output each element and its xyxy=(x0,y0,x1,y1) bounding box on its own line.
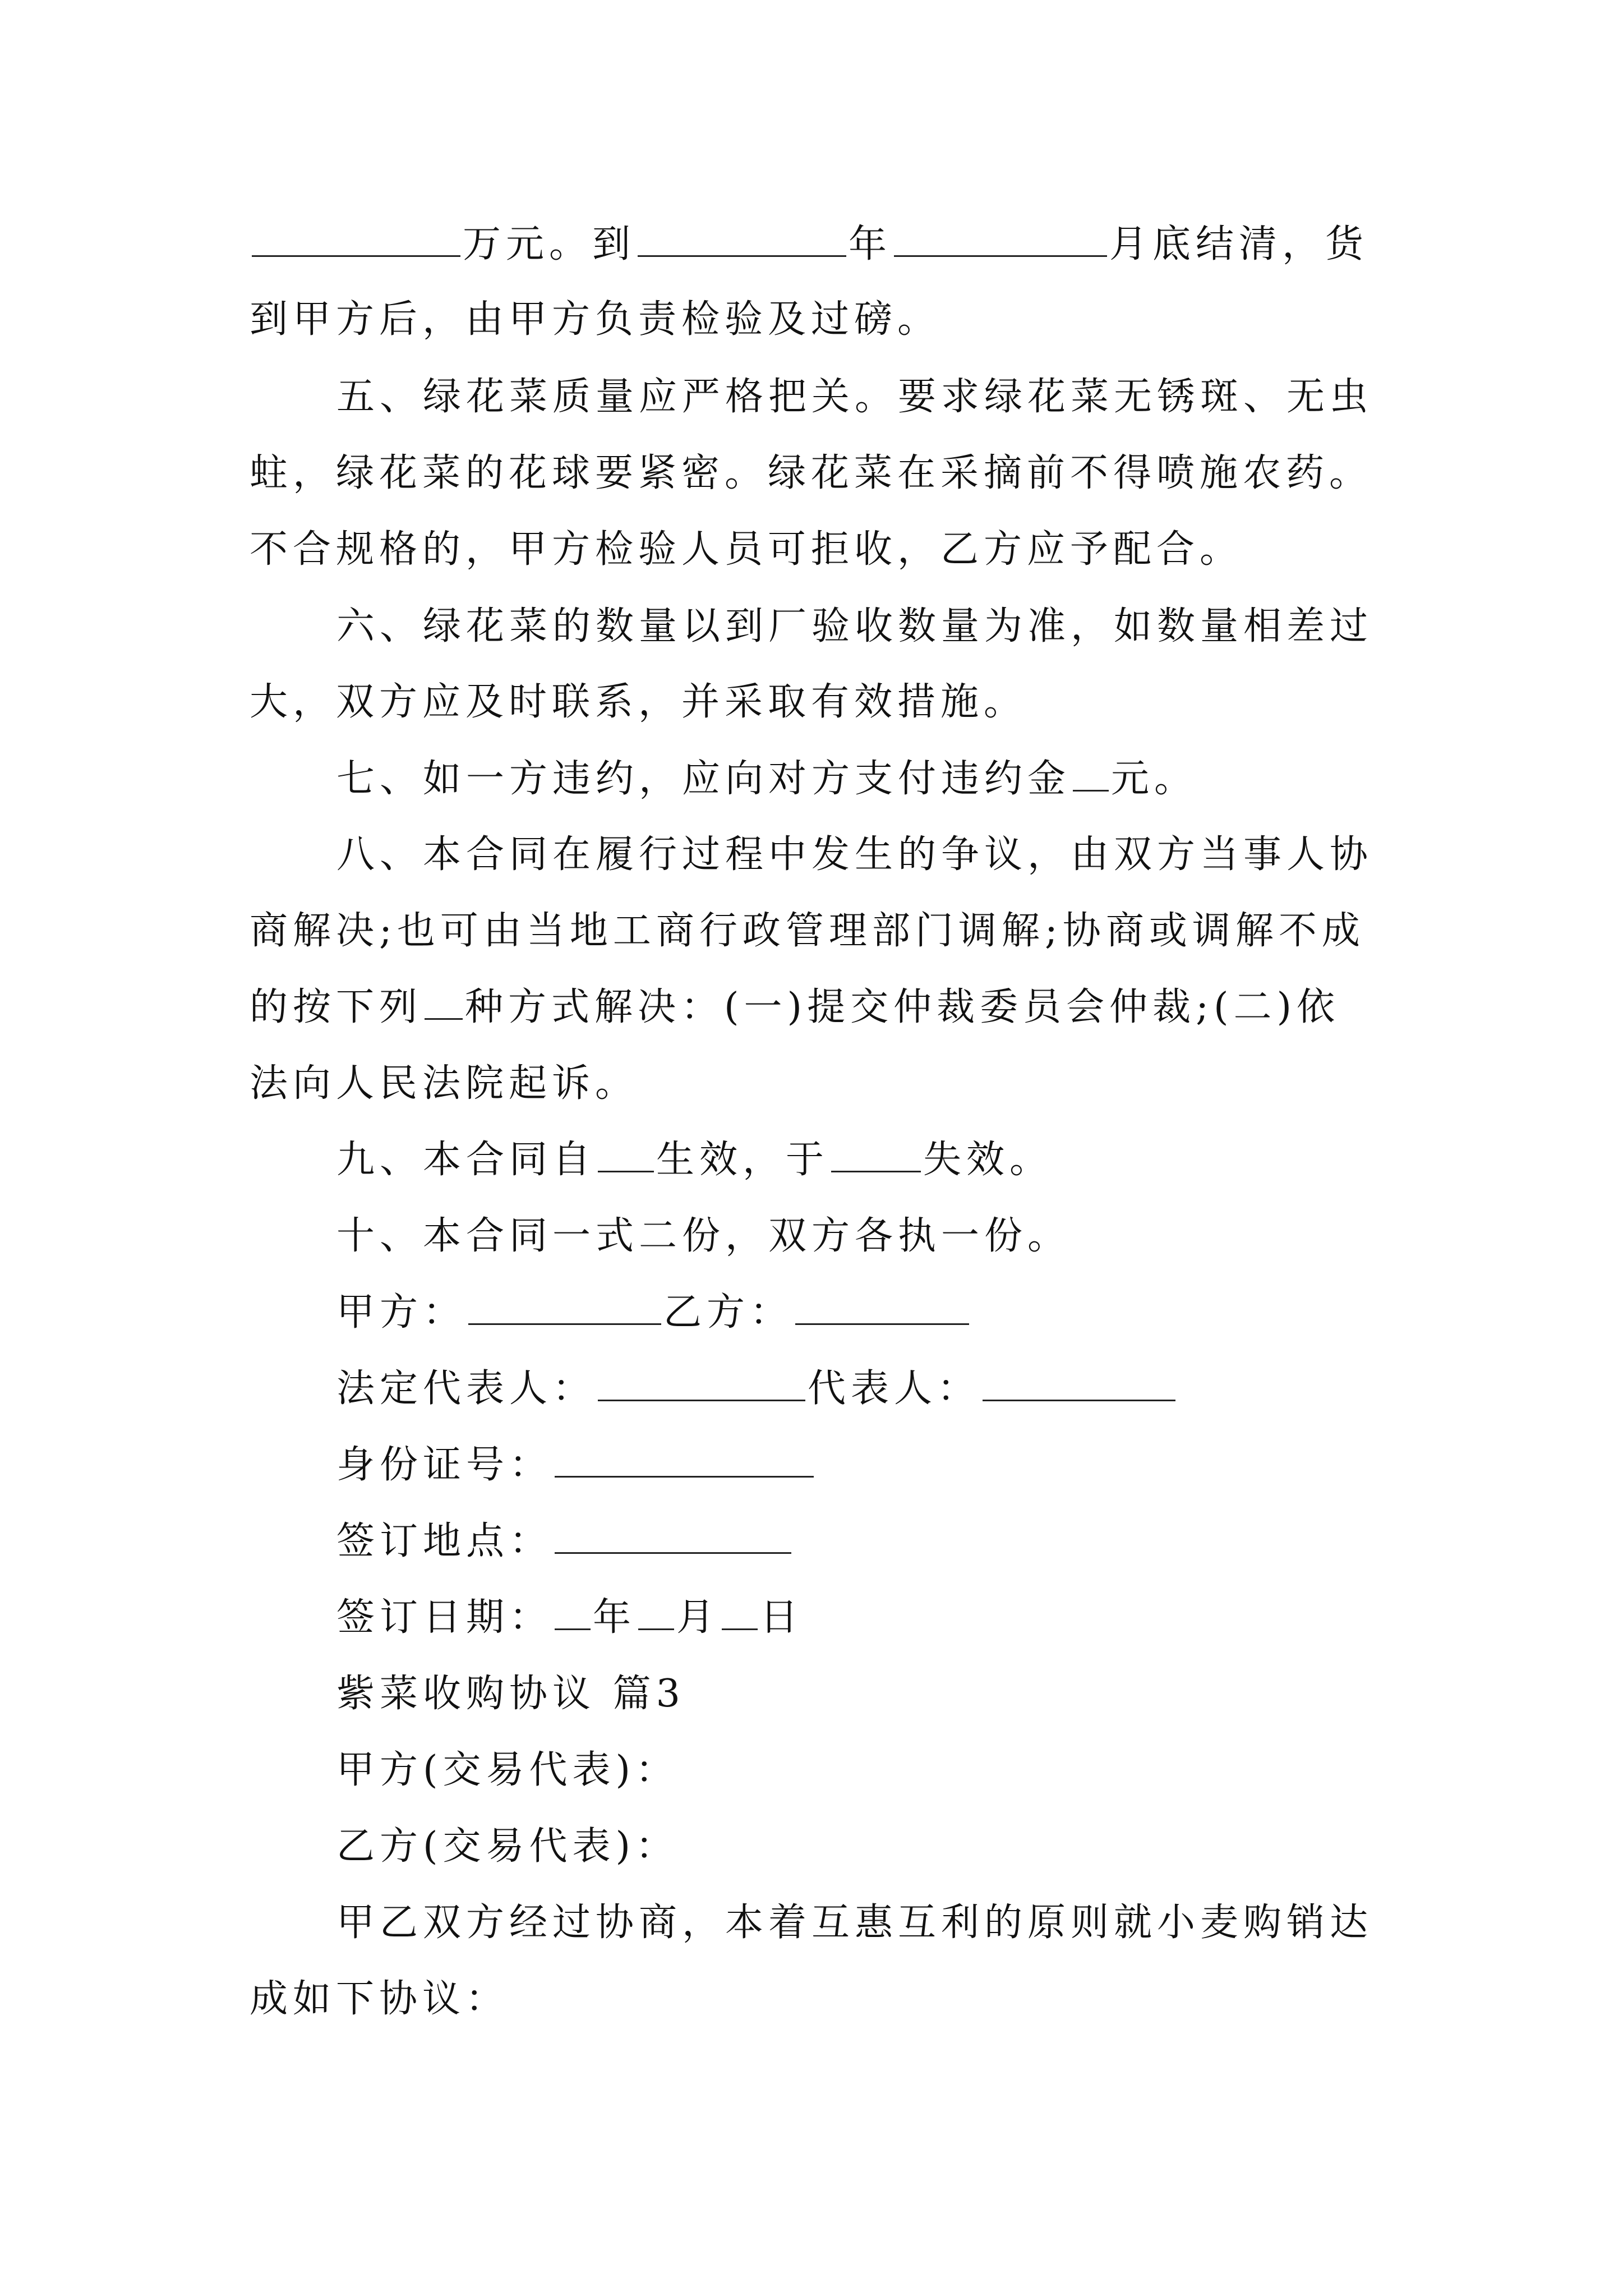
text-line xyxy=(250,222,1368,267)
section-heading: 紫菜收购协议 篇3 xyxy=(336,1672,685,1716)
representatives-line xyxy=(336,1366,1178,1411)
signing-date-line xyxy=(336,1595,803,1640)
signature-parties-line xyxy=(336,1290,971,1335)
text-segment: 失效。 xyxy=(923,1138,1053,1182)
clause-six-line: 六、绿花菜的数量以到厂验收数量为准，如数量相差过 xyxy=(336,604,1373,648)
text-segment: 种方式解决：(一)提交仲裁委员会仲裁;(二)依 xyxy=(465,985,1340,1029)
text-segment: 年 xyxy=(849,222,892,266)
signing-place-label: 签订地点： xyxy=(336,1519,553,1563)
text-segment: 生效，于 xyxy=(656,1138,829,1182)
blank-legal-rep xyxy=(598,1368,805,1401)
blank-expiry xyxy=(831,1139,921,1172)
text-segment: 月 xyxy=(676,1595,720,1640)
blank-date-day xyxy=(722,1597,758,1630)
blank-penalty xyxy=(1073,758,1109,792)
text-segment: 九、本合同自 xyxy=(336,1138,596,1182)
blank-amount xyxy=(252,224,460,257)
blank-id-number xyxy=(555,1444,814,1478)
clause-ten-line: 十、本合同一式二份，双方各执一份。 xyxy=(336,1214,1071,1258)
text-segment: 元。 xyxy=(1111,757,1198,801)
text-segment: 七、如一方违约，应向对方支付违约金 xyxy=(336,757,1071,801)
party-b-trade-rep: 乙方(交易代表)： xyxy=(336,1824,679,1869)
blank-year xyxy=(638,224,846,257)
blank-month xyxy=(894,224,1107,257)
text-segment: 万元。到 xyxy=(463,222,636,266)
clause-seven-line xyxy=(336,757,1197,802)
clause-five-line: 五、绿花菜质量应严格把关。要求绿花菜无锈斑、无虫 xyxy=(336,375,1373,419)
text-segment: 年 xyxy=(593,1595,637,1640)
agreement-intro-line: 甲乙双方经过协商，本着互惠互利的原则就小麦购销达 xyxy=(336,1901,1373,1945)
party-a-trade-rep: 甲方(交易代表)： xyxy=(336,1748,679,1792)
clause-eight-line: 八、本合同在履行过程中发生的争议，由双方当事人协 xyxy=(336,832,1373,877)
clause-nine-line xyxy=(336,1138,1053,1182)
id-number-label: 身份证号： xyxy=(336,1443,553,1487)
legal-rep-label: 法定代表人： xyxy=(336,1366,596,1411)
party-a-label: 甲方： xyxy=(336,1290,467,1335)
text-line xyxy=(250,985,1340,1030)
blank-signing-place xyxy=(555,1521,791,1554)
party-b-label: 乙方： xyxy=(663,1290,794,1335)
text-segment: 的按下列 xyxy=(250,985,423,1029)
text-segment: 月底结清，货 xyxy=(1109,222,1369,266)
blank-effective xyxy=(598,1139,654,1172)
blank-date-year xyxy=(555,1597,591,1630)
blank-date-month xyxy=(638,1597,674,1630)
blank-party-b xyxy=(795,1292,969,1325)
blank-rep xyxy=(983,1368,1175,1401)
text-line: 不合规格的，甲方检验人员可拒收，乙方应予配合。 xyxy=(250,527,1243,572)
text-line: 成如下协议： xyxy=(250,1977,509,2021)
signing-date-label: 签订日期： xyxy=(336,1595,553,1640)
text-line: 蛀，绿花菜的花球要紧密。绿花菜在采摘前不得喷施农药。 xyxy=(250,451,1373,495)
signing-place-line xyxy=(336,1519,794,1564)
text-line: 商解决;也可由当地工商行政管理部门调解;协商或调解不成 xyxy=(250,909,1365,953)
text-segment: 日 xyxy=(760,1595,804,1640)
text-line: 到甲方后，由甲方负责检验及过磅。 xyxy=(250,297,941,342)
id-number-line xyxy=(336,1443,816,1488)
blank-party-a xyxy=(468,1292,661,1325)
rep-label: 代表人： xyxy=(808,1366,981,1411)
blank-method xyxy=(425,987,463,1020)
text-line: 法向人民法院起诉。 xyxy=(250,1061,639,1106)
text-line: 大，双方应及时联系，并采取有效措施。 xyxy=(250,680,1027,724)
